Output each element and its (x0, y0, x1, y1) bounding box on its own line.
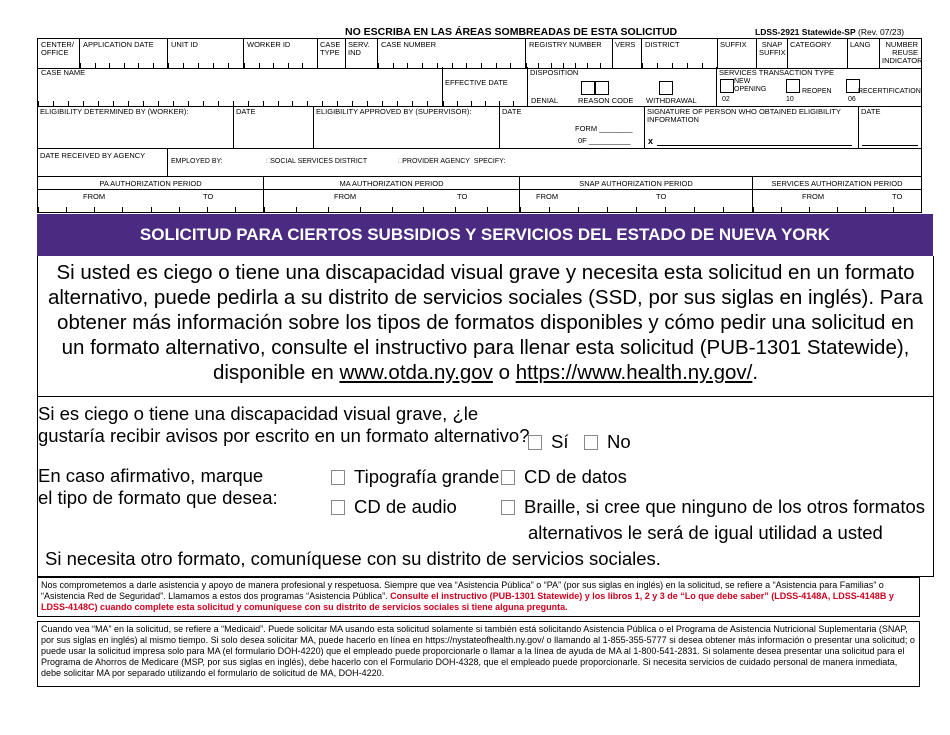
snap-suffix-field[interactable]: SNAP SUFFIX (757, 39, 788, 68)
withdrawal-label: WITHDRAWAL (646, 96, 697, 105)
accessibility-section (37, 256, 934, 577)
other-format-note: Si necesita otro formato, comuníquese con su distrito de servicios sociales. (45, 548, 661, 569)
data-cd-checkbox[interactable] (501, 470, 515, 485)
ma-authorization-period[interactable]: MA AUTHORIZATION PERIOD FROM TO (264, 176, 520, 212)
date-received-field[interactable]: DATE RECEIVED BY AGENCY (38, 148, 168, 176)
case-name-row (37, 67, 922, 107)
signature-x: x (648, 136, 654, 146)
new-opening-label: NEW OPENING (734, 78, 767, 93)
braille-checkbox[interactable] (501, 500, 515, 515)
application-date-field[interactable]: APPLICATION DATE (80, 39, 168, 68)
new-opening-checkbox[interactable] (720, 79, 734, 93)
otda-link[interactable]: www.otda.ny.gov (339, 361, 493, 384)
category-field[interactable]: CATEGORY (788, 39, 848, 68)
audio-cd-option[interactable]: CD de audio (331, 496, 457, 518)
provider-agency-option[interactable]: □PROVIDER AGENCY SPECIFY: (398, 158, 506, 165)
recertification-label: RECERTIFICATION (858, 88, 921, 95)
suffix-field[interactable]: SUFFIX (718, 39, 757, 68)
alternative-format-intro: Si usted es ciego o tiene una discapacidad visual grave y necesita esta solicitud en un formato alternativo, puede pedirla a su distrito de servicios sociales (SSD, por sus siglas en inglés). Para obtener más información sobre los tipos de formatos disponibles y cómo pedir una solicitud en un formato alternativo, consulte el instructivo para llenar esta solicitud (PUB-1301 Statewide), disponible en www.otda.ny.gov o https://www.health.ny.gov/. (47, 261, 924, 384)
instructions-reference: Consulte el instructivo (PUB-1301 Statewide) y los libros 1, 2 y 3 de “Lo que debe saber” (LDSS-4148A, LDSS-4148B y LDSS-4148C) cuando complete esta solicitud y comuníquese con su distrito de servicios sociales si tiene alguna pregunta. (41, 591, 894, 612)
reopen-checkbox[interactable] (786, 79, 800, 93)
revision-date: (Rev. 07/23) (858, 27, 905, 37)
services-authorization-period[interactable]: SERVICES AUTHORIZATION PERIOD FROM TO (753, 176, 921, 212)
health-ny-link[interactable]: https://www.health.ny.gov/ (515, 361, 753, 384)
employed-by-label: EMPLOYED BY: (171, 158, 223, 165)
assistance-notice: Nos comprometemos a darle asistencia y apoyo de manera profesional y respetuosa. Siempre que vea “Asistencia Pública” o “PA” (por sus siglas en inglés) en la solicitud, se refiere a “Asistencia para Familias” o “Asistencia Red de Seguridad”. Llamamos a estos dos programas “Asistencia Pública”. Consulte el instructivo (PUB-1301 Statewide) y los libros 1, 2 y 3 de “Lo que debe saber” (LDSS-4148A, LDSS-4148B y LDSS-4148C) cuando complete esta solicitud y comuníquese con su distrito de servicios sociales si tiene alguna pregunta. (37, 577, 920, 617)
unit-id-field[interactable]: UNIT ID (168, 39, 244, 68)
audio-cd-checkbox[interactable] (331, 500, 345, 515)
new-opening-code: 02 (722, 96, 730, 103)
effective-date-field[interactable]: EFFECTIVE DATE (443, 67, 528, 106)
visual-impairment-question: Si es ciego o tiene una discapacidad visual grave, ¿le gustaría recibir avisos por escrito en un formato alternativo? (38, 403, 530, 446)
format-type-question: En caso afirmativo, marque el tipo de formato que desea: (38, 465, 278, 508)
case-number-field[interactable]: CASE NUMBER (378, 39, 526, 68)
number-reuse-field[interactable]: NUMBER REUSE INDICATOR (882, 40, 923, 65)
recertification-code: 06 (848, 96, 856, 103)
district-field[interactable]: DISTRICT (642, 39, 718, 68)
registry-number-field[interactable]: REGISTRY NUMBER (526, 39, 613, 68)
withdrawal-checkbox[interactable] (659, 81, 673, 95)
shaded-areas-notice: NO ESCRIBA EN LAS ÁREAS SOMBREADAS DE ESTA SOLICITUD (345, 26, 678, 38)
snap-authorization-period[interactable]: SNAP AUTHORIZATION PERIOD FROM TO (520, 176, 753, 212)
eligibility-row (37, 106, 922, 149)
signature-date-field[interactable]: DATE (859, 106, 921, 148)
braille-option-continued: alternativos le será de igual utilidad a usted (528, 522, 883, 543)
denial-label: DENIAL (531, 96, 559, 105)
form-title-banner: SOLICITUD PARA CIERTOS SUBSIDIOS Y SERVICIOS DEL ESTADO DE NUEVA YORK (37, 214, 933, 256)
signature-line (657, 145, 852, 146)
authorization-periods-row (37, 176, 922, 213)
worker-id-field[interactable]: WORKER ID (244, 39, 318, 68)
reason-code-box-1[interactable] (581, 81, 595, 95)
braille-option[interactable]: Braille, si cree que ninguno de los otros formatos (501, 496, 925, 518)
no-checkbox[interactable] (584, 435, 598, 450)
eligibility-supervisor-field[interactable]: ELIGIBILITY APPROVED BY (SUPERVISOR): (314, 106, 500, 148)
medicaid-notice: Cuando vea “MA” en la solicitud, se refiere a “Medicaid”. Puede solicitar MA usando esta solicitud solamente si también está solicitando Asistencia Pública o el Programa de Asistencia Nutricional Suplementaria (SNAP, por sus siglas en inglés) al mismo tiempo. Si solo desea solicitar MA, puede hacerlo en línea en https://nystateofhealth.ny.gov/ o llamando al 1-855-355-5777 si desea obtener más información o presentar una solicitud; o puede usar la solicitud impresa solo para MA (el formulario DOH-4220) que el empleado puede proporcionarle o llamar a la línea de ayuda de MA al 1-800-541-2831. Si solamente desea presentar una solicitud para el Programa de Ahorros de Medicare (MSP, por sus siglas en inglés), debe hacerlo con el Formulario DOH-4328, que el empleado puede proporcionarle. Si necesita servicios de cuidado personal de manera inmediata, debe solicitar MA por separado utilizando el formulario de solicitud de MA, DOH-4220. (37, 621, 920, 687)
form-label: FORM ________ (575, 124, 633, 133)
eligibility-worker-field[interactable]: ELIGIBILITY DETERMINED BY (WORKER): (38, 106, 234, 148)
reason-code-label: REASON CODE (578, 96, 634, 105)
large-print-checkbox[interactable] (331, 470, 345, 485)
of-label: 0F __________ (578, 136, 631, 145)
supervisor-date-field[interactable]: DATE FORM ________ 0F __________ (500, 106, 645, 148)
center-office-field[interactable]: CENTER/ OFFICE (38, 39, 80, 68)
worker-date-field[interactable]: DATE (234, 106, 314, 148)
ssd-option[interactable]: □SOCIAL SERVICES DISTRICT (266, 158, 368, 165)
form-number (755, 27, 904, 37)
reason-code-box-2[interactable] (595, 81, 609, 95)
case-type-field[interactable]: CASE TYPE (318, 39, 346, 68)
services-transaction-field: SERVICES TRANSACTION TYPE NEW OPENING 02 REOPEN 10 RECERTIFICATION 06 (719, 68, 921, 103)
form-id: LDSS-2921 Statewide-SP (755, 27, 856, 37)
received-row (37, 148, 922, 177)
yes-checkbox[interactable] (528, 435, 542, 450)
large-print-option[interactable]: Tipografía grande (331, 466, 499, 488)
data-cd-option[interactable]: CD de datos (501, 466, 627, 488)
case-name-field[interactable]: CASE NAME (38, 67, 443, 106)
pa-authorization-period[interactable]: PA AUTHORIZATION PERIOD FROM TO (38, 176, 264, 212)
serv-ind-field[interactable]: SERV. IND (346, 39, 378, 68)
divider (38, 396, 933, 397)
no-option[interactable]: No (584, 431, 631, 453)
reopen-label: REOPEN (802, 88, 832, 95)
agency-codes-row (37, 38, 922, 69)
signature-field[interactable]: SIGNATURE OF PERSON WHO OBTAINED ELIGIBILITY INFORMATION x (645, 106, 859, 148)
disposition-field: DISPOSITION DENIAL REASON CODE WITHDRAWAL (528, 67, 717, 106)
lang-field[interactable]: LANG (848, 39, 880, 68)
vers-field[interactable]: VERS (613, 39, 642, 68)
yes-option[interactable]: Sí (528, 431, 568, 453)
reopen-code: 10 (786, 96, 794, 103)
